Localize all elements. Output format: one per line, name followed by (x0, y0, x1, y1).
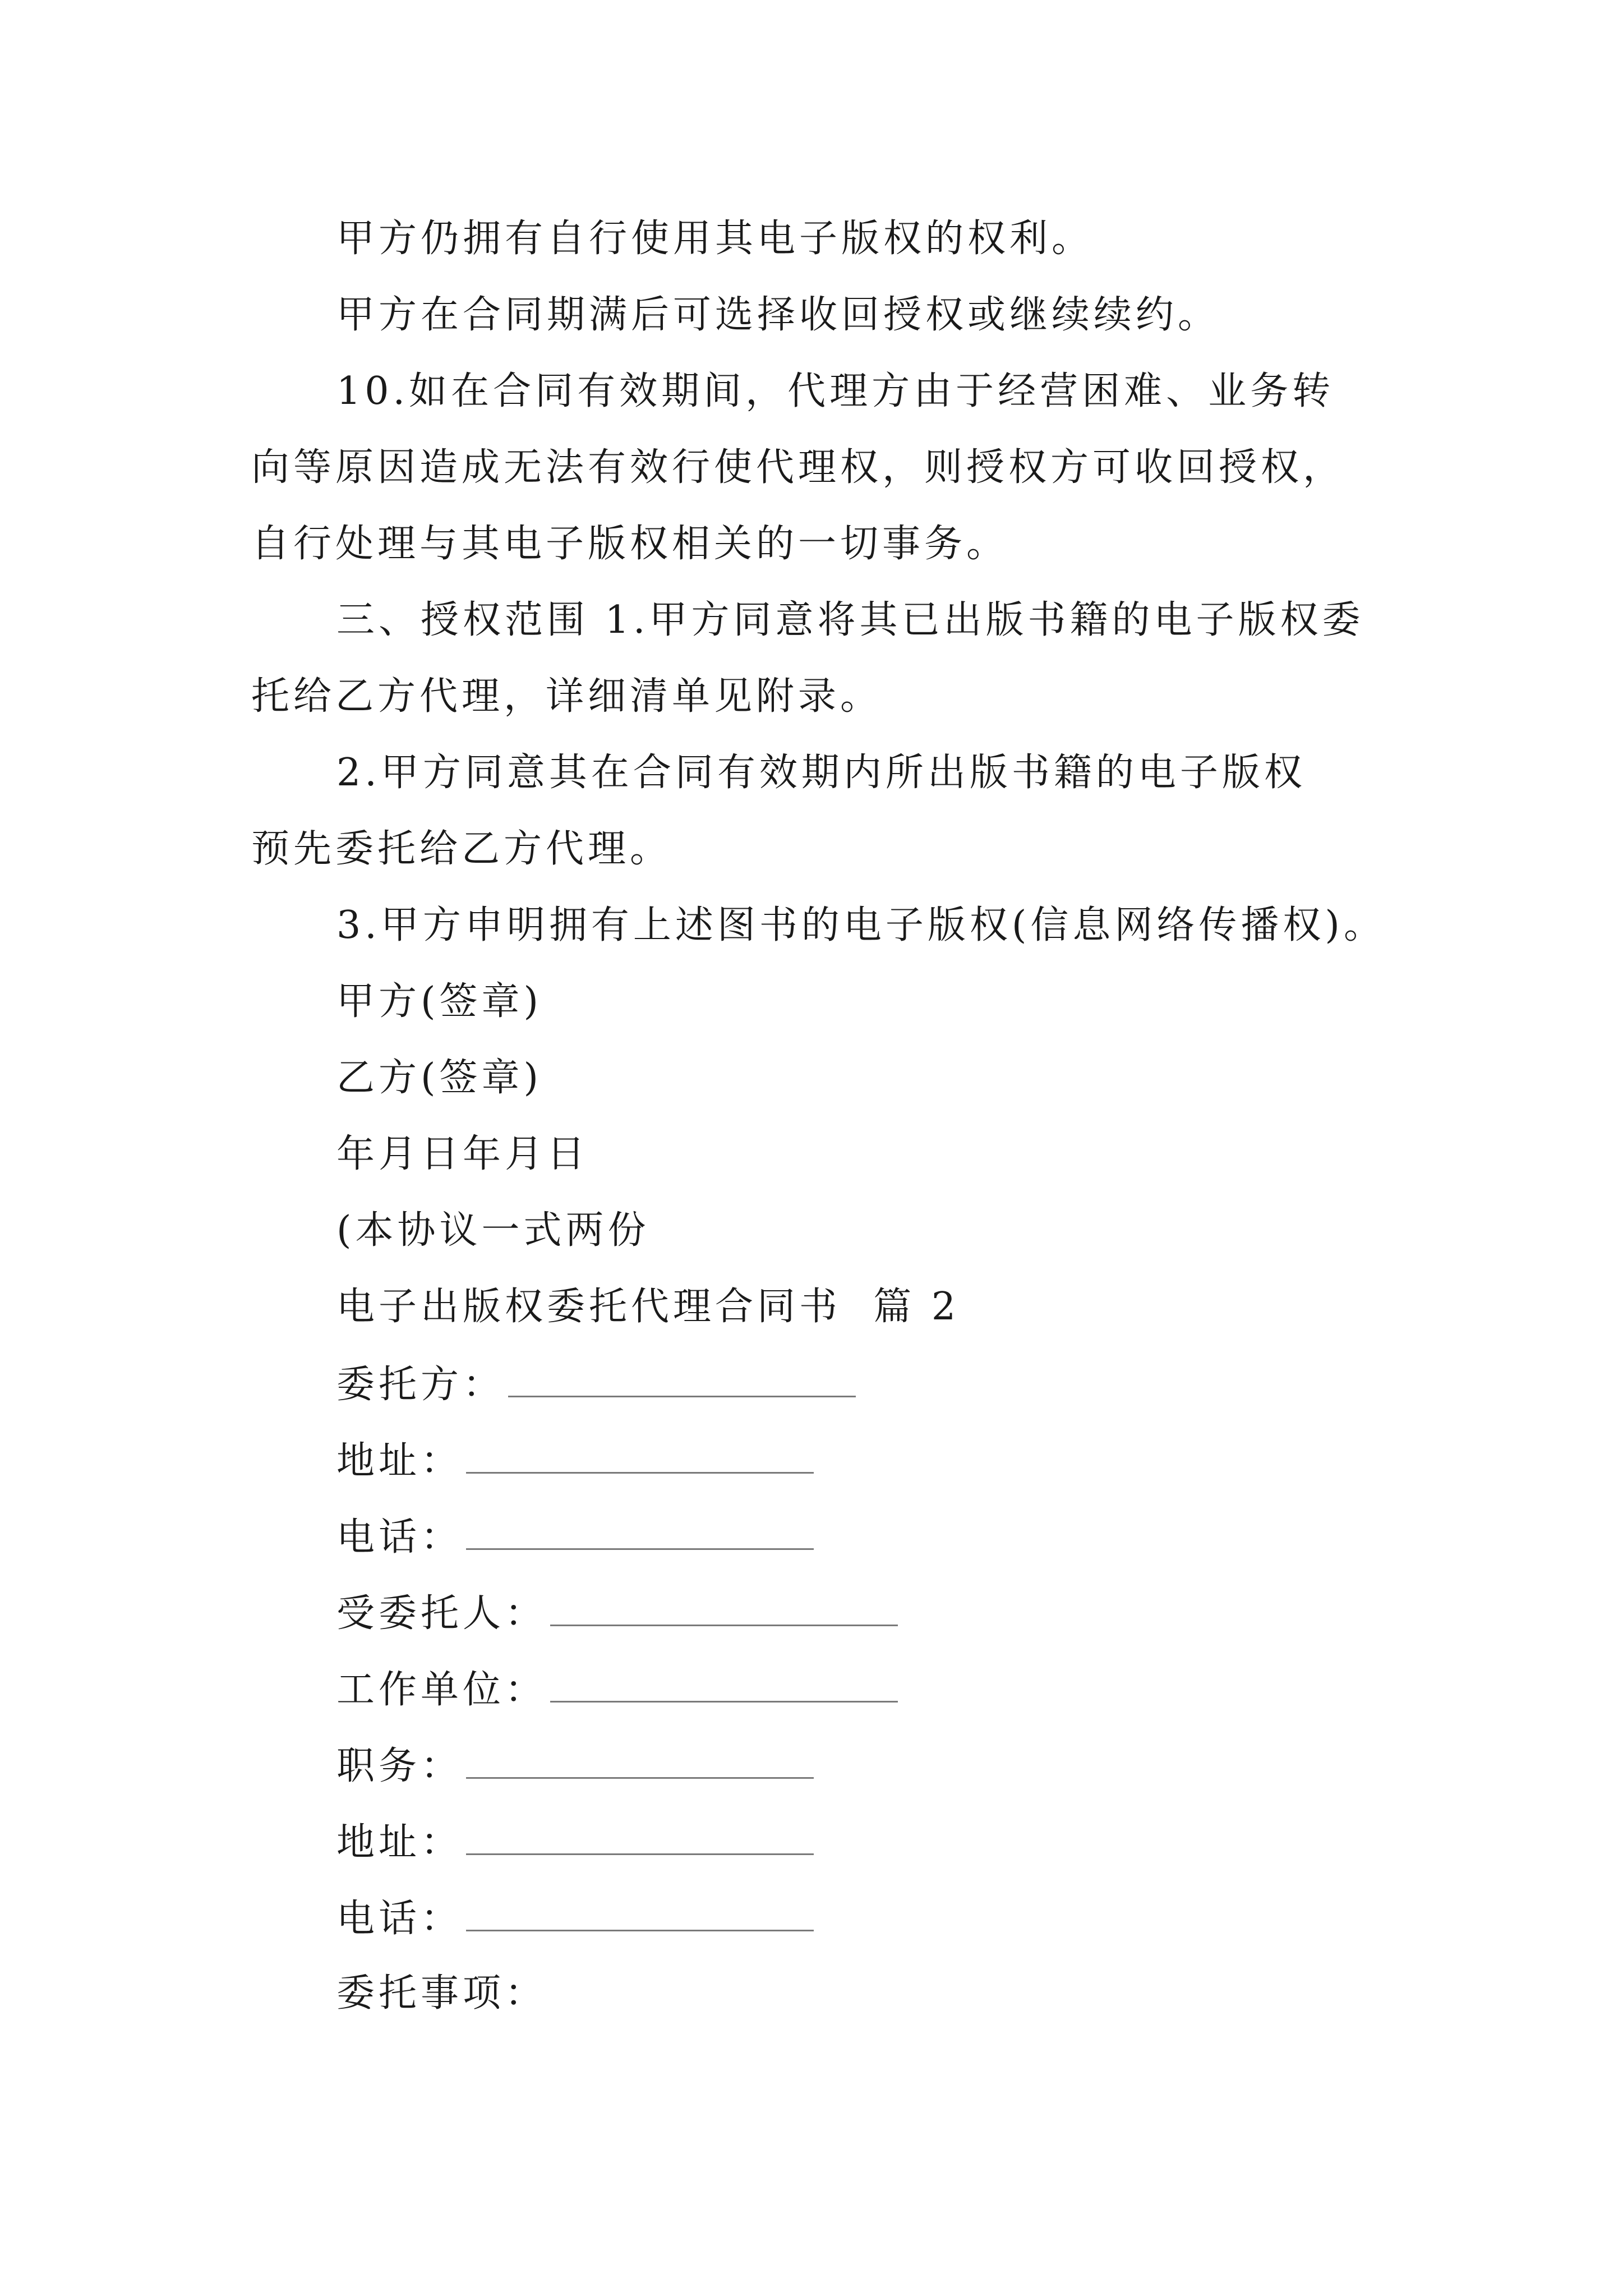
form-field (336, 1746, 814, 1786)
form-field (336, 1668, 898, 1712)
paragraph-line: 三、授权范围 1.甲方同意将其已出版书籍的电子版权委 (336, 598, 1364, 642)
form-field-label: 电话： (336, 1515, 463, 1559)
form-field-label: 受委托人： (336, 1591, 547, 1636)
form-field-label: 委托方： (336, 1363, 505, 1407)
form-field-blank (466, 1517, 814, 1550)
paragraph-line: 甲方在合同期满后可选择收回授权或继续续约。 (336, 293, 1220, 337)
paragraph-line: 自行处理与其电子版权相关的一切事务。 (251, 522, 1009, 566)
signature-line-party-a: 甲方(签章) (336, 979, 543, 1024)
paragraph-line: 甲方仍拥有自行使用其电子版权的权利。 (336, 217, 1094, 261)
form-field-blank (550, 1669, 898, 1703)
form-field-blank (466, 1441, 814, 1474)
form-field-label: 工作单位： (336, 1668, 547, 1712)
form-field (336, 1591, 898, 1636)
form-field (336, 1517, 814, 1557)
section-title: 电子出版权委托代理合同书 篇 2 (336, 1285, 960, 1329)
form-field-blank (466, 1822, 814, 1855)
form-field-label: 职务： (336, 1744, 463, 1788)
paragraph-line: (本协议一式两份 (336, 1208, 650, 1253)
form-field (336, 1363, 856, 1407)
paragraph-line: 10.如在合同有效期间，代理方由于经营困难、业务转 (336, 369, 1335, 413)
form-field (336, 1820, 814, 1865)
paragraph-line: 预先委托给乙方代理。 (251, 827, 672, 871)
paragraph-line: 3.甲方申明拥有上述图书的电子版权(信息网络传播权)。 (336, 903, 1386, 947)
paragraph-line: 2.甲方同意其在合同有效期内所出版书籍的电子版权 (336, 751, 1306, 795)
signature-line-party-b: 乙方(签章) (336, 1056, 543, 1100)
date-line: 年月日年月日 (336, 1132, 589, 1176)
form-field-blank (550, 1593, 898, 1626)
form-field (336, 1439, 814, 1483)
form-field-label: 委托事项： (336, 1971, 547, 2016)
form-field-label: 地址： (336, 1439, 463, 1483)
form-field-label: 地址： (336, 1820, 463, 1865)
form-field-blank (466, 1898, 814, 1931)
form-field-blank (508, 1364, 856, 1397)
paragraph-line: 向等原因造成无法有效行使代理权，则授权方可收回授权， (251, 445, 1345, 490)
form-field-label: 电话： (336, 1897, 463, 1941)
paragraph-line: 托给乙方代理，详细清单见附录。 (251, 674, 883, 719)
form-field-blank (466, 1746, 814, 1779)
form-field (336, 1897, 814, 1941)
